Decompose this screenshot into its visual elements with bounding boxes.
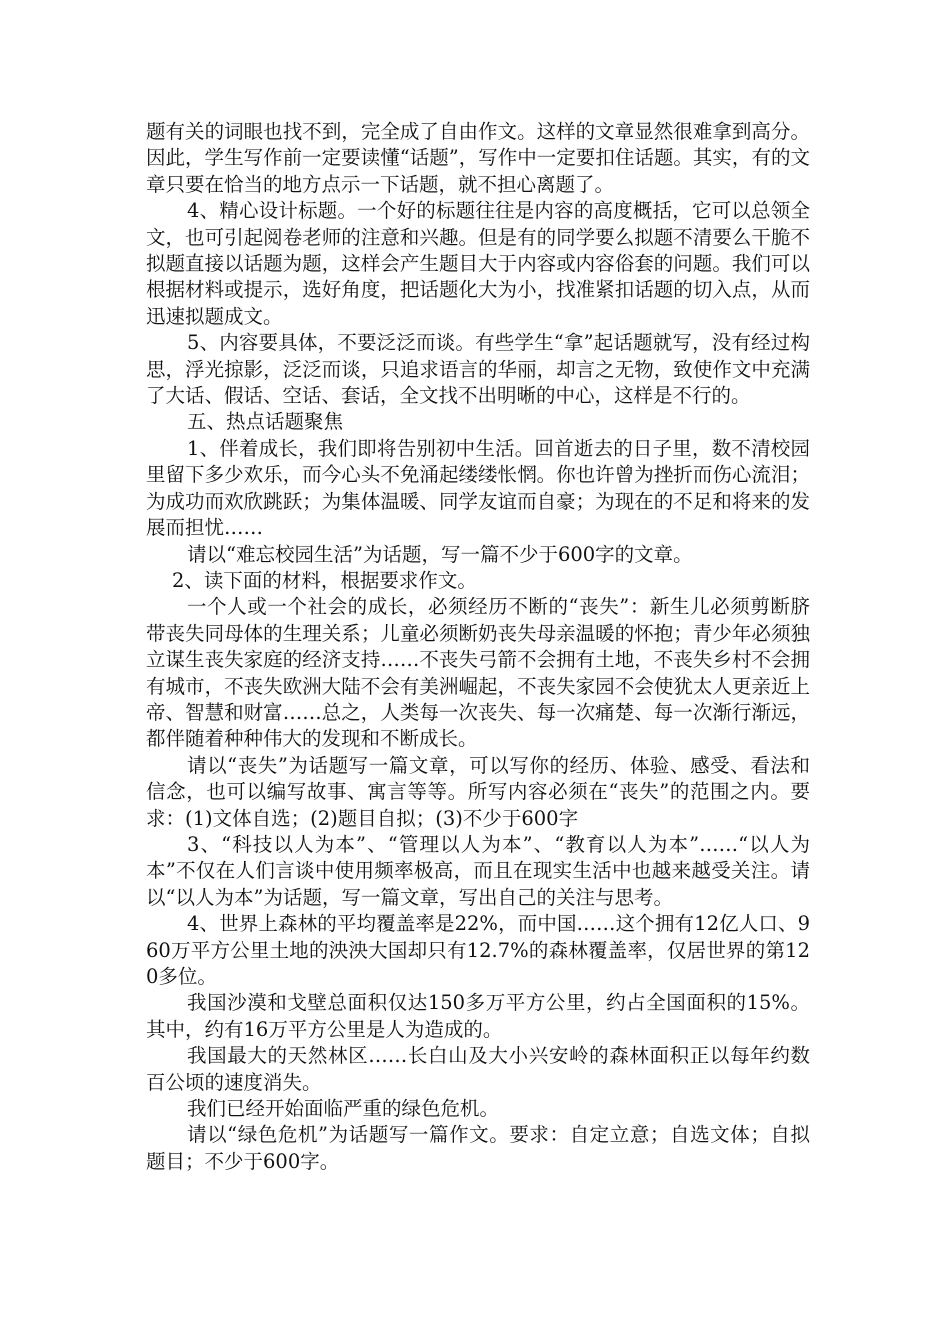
paragraph-topic-people-oriented: 3、“科技以人为本”、“管理以人为本”、“教育以人为本”……“以人为本”不仅在人们言谈中使用频率极高，而且在现实生活中也越来越受关注。请以“以人为本”为话题，写一篇文章，写出自己的关注与思考。 (146, 832, 810, 909)
paragraph-desert-area: 我国沙漠和戈壁总面积仅达150多万平方公里，约占全国面积的15%。其中，约有16万平方公里是人为造成的。 (146, 991, 810, 1041)
paragraph-continuation: 题有关的词眼也找不到，完全成了自由作文。这样的文章显然很难拿到高分。因此，学生写作前一定要读懂“话题”，写作中一定要扣住话题。其实，有的文章只要在恰当的地方点示一下话题，就不担心离题了。 (146, 120, 810, 196)
paragraph-topic-growing-up: 1、伴着成长，我们即将告别初中生活。回首逝去的日子里，数不清校园里留下多少欢乐，而今心头不免涌起缕缕怅惘。你也许曾为挫折而伤心流泪；为成功而欢欣跳跃；为集体温暖、同学友谊而自豪；为现在的不足和将来的发展而担忧…… (146, 436, 810, 540)
paragraph-read-material: 2、读下面的材料，根据要求作文。 (172, 568, 477, 592)
document-body (146, 119, 810, 1175)
paragraph-title-design: 4、精心设计标题。一个好的标题往往是内容的高度概括，它可以总领全文，也可引起阅卷老师的注意和兴趣。但是有的同学要么拟题不清要么干脆不拟题直接以话题为题，这样会产生题目大于内容或内容俗套的问题。我们可以根据材料或提示，选好角度，把话题化大为小，找准紧扣话题的切入点，从而迅速拟题成文。 (146, 199, 810, 328)
paragraph-green-crisis-statement: 我们已经开始面临严重的绿色危机。 (187, 1097, 500, 1121)
paragraph-prompt-loss: 请以“丧失”为话题写一篇文章，可以写你的经历、体验、感受、看法和信念，也可以编写故事、寓言等等。所写内容必须在“丧失”的范围之内。要求：(1)文体自选；(2)题目自拟；(3)不少于600字 (146, 753, 810, 830)
paragraph-topic-forest: 4、世界上森林的平均覆盖率是22%，而中国……这个拥有12亿人口、960万平方公里土地的泱泱大国却只有12.7%的森林覆盖率，仅居世界的第120多位。 (146, 912, 810, 988)
section-heading-hot-topics: 五、热点话题聚焦 (187, 410, 344, 434)
paragraph-material-loss: 一个人或一个社会的成长，必须经历不断的“丧失”：新生儿必须剪断脐带丧失同母体的生理关系；儿童必须断奶丧失母亲温暖的怀抱；青少年必须独立谋生丧失家庭的经济支持……不丧失弓箭不会拥有土地，不丧失乡村不会拥有城市，不丧失欧洲大陆不会有美洲崛起，不丧失家园不会使犹太人更亲近上帝、智慧和财富……总之，人类每一次丧失、每一次痛楚、每一次渐行渐远，都伴随着种种伟大的发现和不断成长。 (146, 595, 810, 751)
paragraph-prompt-green-crisis: 请以“绿色危机”为话题写一篇作文。要求：自定立意；自选文体；自拟题目；不少于600字。 (146, 1123, 810, 1173)
paragraph-prompt-campus-life: 请以“难忘校园生活”为话题，写一篇不少于600字的文章。 (187, 542, 693, 566)
paragraph-forest-loss: 我国最大的天然林区……长白山及大小兴安岭的森林面积正以每年约数百公顷的速度消失。 (146, 1044, 810, 1094)
paragraph-concrete-content: 5、内容要具体，不要泛泛而谈。有些学生“拿”起话题就写，没有经过构思，浮光掠影，泛泛而谈，只追求语言的华丽，却言之无物，致使作文中充满了大话、假话、空话、套话，全文找不出明晰的中心，这样是不行的。 (146, 331, 810, 408)
